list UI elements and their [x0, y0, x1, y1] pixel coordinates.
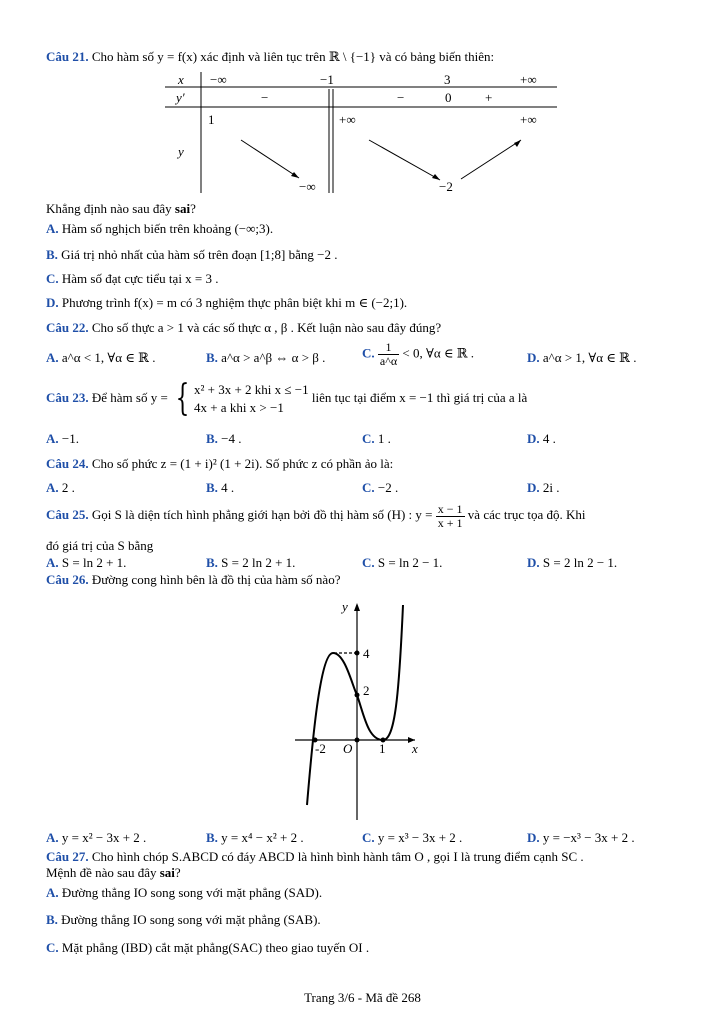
q23-text: Để hàm số y = [91, 389, 168, 405]
option-key: B. [206, 431, 218, 446]
option-text: Đường thẳng IO song song với mặt phẳng (SAD). [61, 885, 323, 900]
q26-option-b[interactable] [206, 830, 304, 846]
q26-option-d[interactable] [527, 830, 635, 846]
option-text: Mặt phẳng (IBD) cắt mặt phẳng(SAC) theo giao tuyến OI . [61, 940, 370, 955]
q26-stem [46, 572, 340, 588]
q21-option-b[interactable] [46, 247, 337, 263]
q23-label: Câu 23. [46, 389, 89, 405]
q21-option-a[interactable] [46, 221, 273, 237]
graph-y-label: y [342, 599, 348, 614]
y-value: +∞ [520, 112, 537, 127]
option-text: −1. [61, 431, 79, 446]
yp-sign: − [397, 90, 405, 105]
fraction-numerator: 1 [378, 341, 399, 355]
option-text: a^α < 1, ∀α ∈ ℝ . [61, 350, 156, 365]
y-value: +∞ [339, 112, 356, 127]
q27-prompt-text: Mệnh đề nào sau đây [46, 865, 160, 880]
piecewise [194, 381, 309, 417]
option-text: S = ln 2 − 1. [377, 555, 443, 570]
q26-option-a[interactable] [46, 830, 146, 846]
q27-stem [46, 849, 584, 865]
q25-option-b[interactable] [206, 555, 295, 571]
q24-text: Cho số phức z = (1 + i)² (1 + 2i). Số phức z có phần ảo là: [91, 456, 394, 471]
q21-prompt-end: ? [190, 201, 196, 216]
q27-option-a[interactable] [46, 885, 322, 901]
option-key: C. [362, 830, 375, 845]
piecewise-case: 4x + a khi x > −1 [193, 400, 284, 415]
q24-stem [46, 456, 393, 472]
option-key: D. [527, 830, 540, 845]
q23-text-2: liên tục tại điểm x = −1 thì giá trị của a là [311, 389, 528, 405]
option-text: y = −x³ − 3x + 2 . [542, 830, 635, 845]
option-text: Hàm số đạt cực tiểu tại x = 3 . [61, 271, 219, 286]
q21-option-d[interactable] [46, 295, 407, 311]
option-key: D. [527, 431, 540, 446]
q27-option-c[interactable] [46, 940, 369, 956]
x-value: 3 [444, 72, 451, 87]
q24-option-c[interactable] [362, 480, 398, 496]
fraction-denominator: x + 1 [437, 515, 463, 530]
option-text: 1 . [377, 431, 391, 446]
graph-x-tick: 1 [379, 741, 386, 756]
q22-option-b[interactable] [206, 350, 325, 366]
option-text: 2i . [542, 480, 560, 495]
table-y-label: y [178, 144, 184, 159]
q21-stem [46, 49, 494, 65]
option-key: B. [46, 247, 58, 262]
q24-options [46, 480, 686, 496]
x-value: −∞ [210, 72, 227, 87]
q21-option-c[interactable] [46, 271, 219, 287]
option-key: A. [46, 221, 59, 236]
q27-prompt-bold: sai [159, 865, 175, 880]
fraction [378, 341, 399, 368]
fraction-denominator: a^α [379, 354, 398, 368]
q22-text: Cho số thực a > 1 và các số thực α , β . Kết luận nào sau đây đúng? [91, 320, 442, 335]
q23-option-c[interactable] [362, 431, 391, 447]
option-text: S = 2 ln 2 − 1. [542, 555, 618, 570]
option-key: A. [46, 480, 59, 495]
option-key: C. [362, 555, 375, 570]
q25-stem-2: đó giá trị của S bằng [46, 538, 154, 553]
q24-label: Câu 24. [46, 456, 89, 471]
option-key: B. [206, 350, 218, 365]
option-text: y = x⁴ − x² + 2 . [221, 830, 304, 845]
option-key: C. [46, 271, 59, 286]
page-footer: Trang 3/6 - Mã đề 268 [304, 990, 421, 1005]
yp-sign: 0 [445, 90, 452, 105]
option-text: S = ln 2 + 1. [61, 555, 127, 570]
q27-label: Câu 27. [46, 849, 89, 864]
option-key: D. [46, 295, 59, 310]
y-value: −∞ [299, 179, 316, 194]
graph-y-tick: 2 [363, 683, 370, 698]
fraction-numerator: x − 1 [437, 501, 463, 516]
yp-sign: − [261, 90, 269, 105]
option-key: C. [46, 940, 59, 955]
option-key: A. [46, 431, 59, 446]
q23-option-b[interactable] [206, 431, 242, 447]
option-key: C. [362, 480, 375, 495]
q21-label: Câu 21. [46, 49, 89, 64]
variation-table [165, 70, 560, 195]
q25-options [46, 555, 686, 571]
q21-prompt-text: Khẳng định nào sau đây [46, 201, 175, 216]
option-text: Giá trị nhỏ nhất của hàm số trên đoạn [1;8] bằng −2 . [61, 247, 338, 262]
q22-option-d[interactable] [527, 350, 637, 366]
function-graph [290, 595, 430, 825]
q23-stem [46, 378, 528, 419]
option-text: −4 . [221, 431, 242, 446]
fraction [436, 503, 465, 530]
option-key: C. [362, 431, 375, 446]
q27-prompt [46, 865, 181, 881]
option-text: y = x² − 3x + 2 . [61, 830, 147, 845]
yp-sign: + [485, 90, 493, 105]
option-key: D. [527, 480, 540, 495]
q26-option-c[interactable] [362, 830, 462, 846]
option-key: D. [527, 350, 540, 365]
q25-option-d[interactable] [527, 555, 617, 571]
y-value: 1 [208, 112, 215, 127]
option-key: D. [527, 555, 540, 570]
q24-option-b[interactable] [206, 480, 234, 496]
graph-y-tick: 4 [363, 646, 370, 661]
q24-option-d[interactable] [527, 480, 560, 496]
option-text: 4 . [221, 480, 235, 495]
q22-options [46, 340, 686, 368]
q21-prompt [46, 201, 196, 217]
q23-option-a[interactable] [46, 431, 79, 447]
y-value: −2 [439, 179, 453, 194]
option-text: Đường thẳng IO song song với mặt phẳng (SAB). [61, 912, 321, 927]
graph-x-label: x [412, 741, 418, 756]
option-text: −2 . [377, 480, 399, 495]
q27-option-b[interactable] [46, 912, 321, 928]
q26-label: Câu 26. [46, 572, 89, 587]
q21-prompt-bold: sai [174, 201, 191, 216]
q25-option-a[interactable] [46, 555, 126, 571]
graph-x-tick: -2 [315, 741, 326, 756]
option-key: B. [206, 480, 218, 495]
option-key: A. [46, 350, 59, 365]
q23-options [46, 431, 686, 447]
piecewise-case: x² + 3x + 2 khi x ≤ −1 [193, 382, 309, 397]
option-text: 2 . [61, 480, 75, 495]
q25-text: Gọi S là diện tích hình phẳng giới hạn bởi đồ thị hàm số (H) : y = [91, 507, 433, 522]
option-key: A. [46, 830, 59, 845]
x-value: +∞ [520, 72, 537, 87]
q25-text-2: và các trục tọa độ. Khi [467, 507, 586, 522]
graph-origin: O [343, 741, 353, 756]
table-x-label: x [178, 72, 184, 87]
q25-label: Câu 25. [46, 507, 89, 522]
option-key: C. [362, 345, 375, 361]
option-text: S = 2 ln 2 + 1. [221, 555, 296, 570]
q27-text: Cho hình chóp S.ABCD có đáy ABCD là hình bình hành tâm O , gọi I là trung điểm cạnh SC . [91, 849, 584, 864]
option-key: B. [206, 830, 218, 845]
left-brace-icon: { [175, 378, 190, 419]
q21-text: Cho hàm số y = f(x) xác định và liên tục trên ℝ \ {−1} và có bảng biến thiên: [91, 49, 495, 64]
q25-stem [46, 500, 585, 530]
option-text: < 0, ∀α ∈ ℝ . [402, 345, 475, 361]
q27-prompt-end: ? [174, 865, 181, 880]
table-yp-label: y′ [176, 90, 185, 105]
option-text: Hàm số nghịch biến trên khoảng (−∞;3). [61, 221, 274, 236]
option-text: 4 . [542, 431, 556, 446]
option-key: A. [46, 555, 59, 570]
option-text: a^α > a^β ⇔ α > β . [221, 350, 326, 365]
option-text: a^α > 1, ∀α ∈ ℝ . [542, 350, 637, 365]
q24-option-a[interactable] [46, 480, 75, 496]
q22-option-c[interactable] [362, 341, 474, 368]
q26-options [46, 830, 686, 846]
q23-option-d[interactable] [527, 431, 556, 447]
option-text: Phương trình f(x) = m có 3 nghiệm thực phân biệt khi m ∈ (−2;1). [61, 295, 408, 310]
x-value: −1 [320, 72, 334, 87]
q22-label: Câu 22. [46, 320, 89, 335]
option-text: y = x³ − 3x + 2 . [377, 830, 463, 845]
q25-option-c[interactable] [362, 555, 442, 571]
q22-stem [46, 320, 441, 336]
option-key: B. [206, 555, 218, 570]
q26-text: Đường cong hình bên là đồ thị của hàm số nào? [91, 572, 341, 587]
option-key: B. [46, 912, 58, 927]
q22-option-a[interactable] [46, 350, 156, 366]
option-key: A. [46, 885, 59, 900]
